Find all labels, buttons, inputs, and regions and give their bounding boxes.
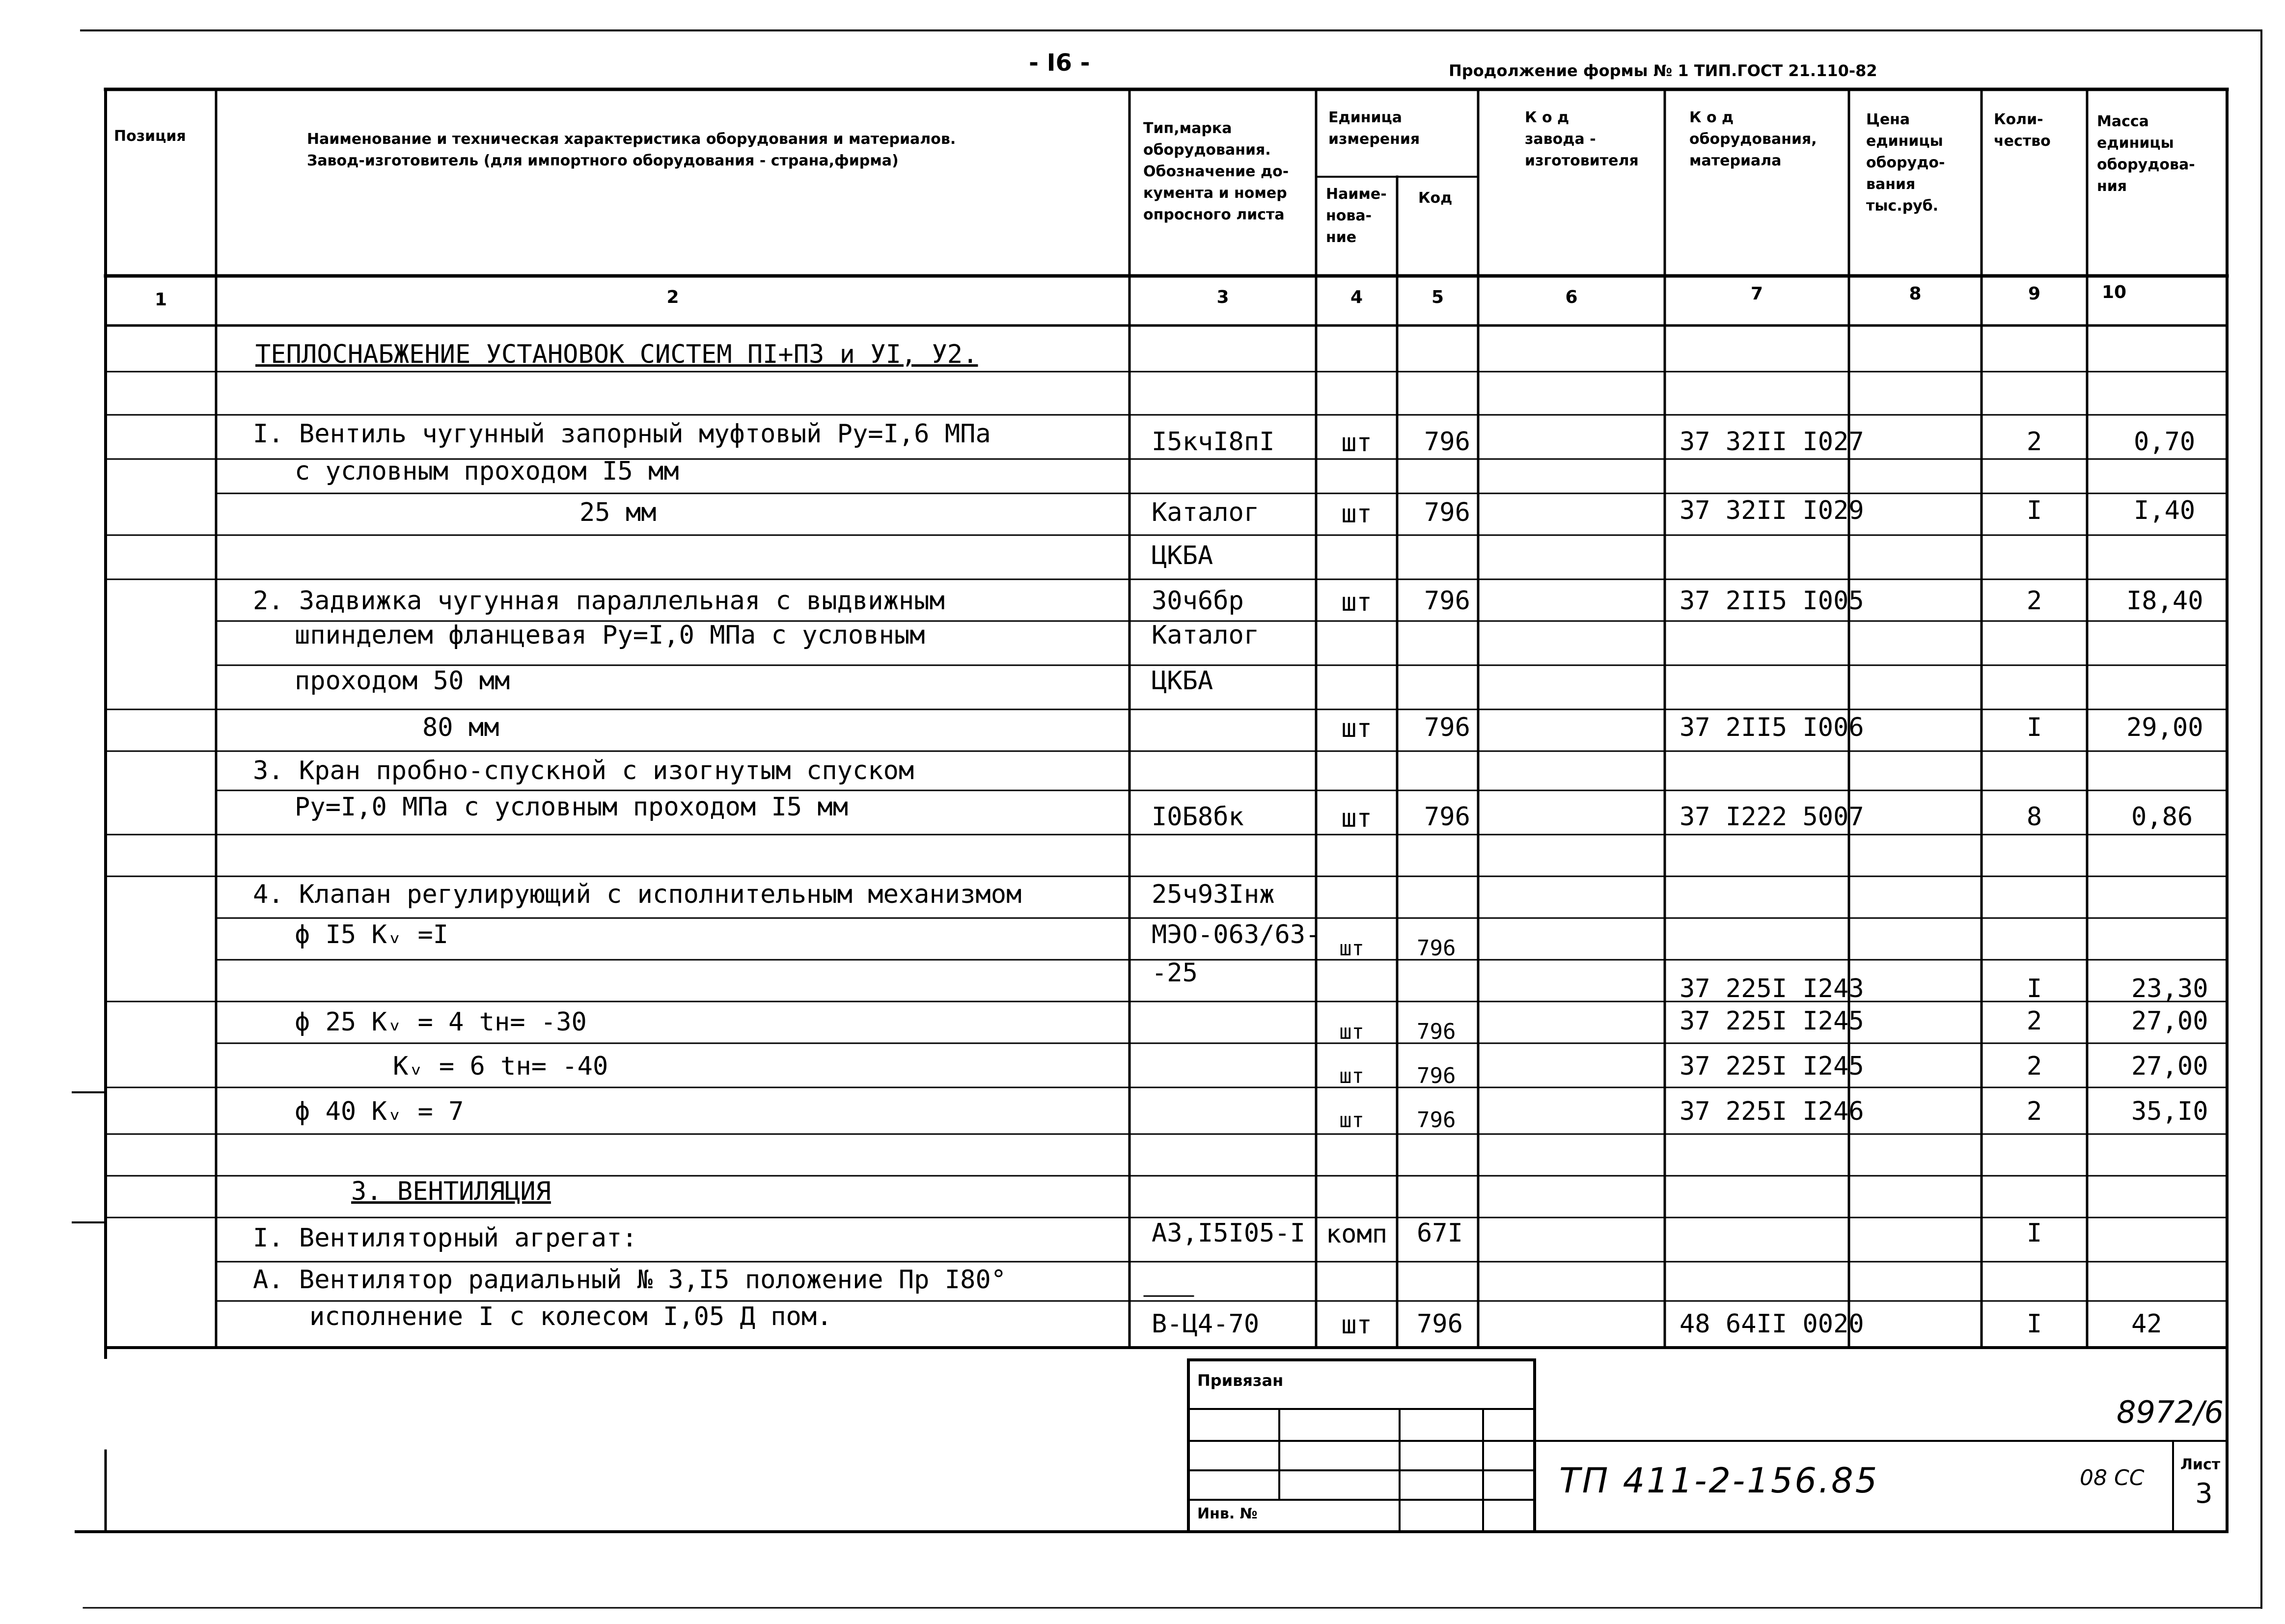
item-type: I5кчI8пI (1152, 427, 1275, 457)
item-unit: шт (1339, 1064, 1364, 1088)
column-number: 8 (1909, 284, 1922, 304)
header-name-line1: Наименование и техническая характеристика оборудования и материалов. (307, 131, 956, 148)
item-unit-code: 796 (1424, 427, 1470, 457)
item-type: Каталог (1152, 498, 1260, 527)
item-quantity: I (2026, 1218, 2042, 1248)
item-unit: шт (1341, 1310, 1372, 1340)
item-equipment-code: 48 64II 0020 (1679, 1309, 1864, 1339)
item-equipment-code: 37 225I I245 (1679, 1052, 1864, 1081)
item-quantity: 2 (2026, 427, 2042, 457)
item-unit: шт (1339, 1108, 1364, 1132)
item-name-continued: Ру=I,0 МПа с условным проходом I5 мм (295, 792, 849, 822)
item-mass: 29,00 (2126, 713, 2203, 742)
item-mass: 0,86 (2131, 802, 2193, 832)
item-equipment-code: 37 225I I243 (1679, 974, 1864, 1003)
item-equipment-code: 37 225I I246 (1679, 1097, 1864, 1126)
stamp-inv-label: Инв. № (1197, 1505, 1258, 1522)
item-mass: 27,00 (2131, 1052, 2208, 1081)
item-name-variant: ϕ 40 Kᵥ = 7 (295, 1097, 464, 1126)
item-unit: шт (1339, 936, 1364, 960)
item-type: ЦКБА (1152, 666, 1213, 696)
item-mass: I8,40 (2126, 586, 2203, 616)
item-type: Каталог (1152, 621, 1260, 650)
item-unit-code: 796 (1417, 1019, 1456, 1044)
item-name-continued: исполнение I с колесом I,05 Д пом. (309, 1302, 832, 1331)
item-type: I0Б8бк (1152, 802, 1244, 832)
header-quantity: Коли- чество (1994, 111, 2051, 150)
item-quantity: I (2026, 1309, 2042, 1339)
item-type-continued: -25 (1152, 958, 1198, 988)
column-number: 3 (1216, 287, 1229, 307)
header-unit-name: Наиме- нова- ние (1326, 186, 1387, 246)
item-name-continued: шпинделем фланцевая Ру=I,0 МПа с условным (295, 621, 925, 650)
header-equipment-code: К о д оборудования, материала (1689, 109, 1817, 169)
item-quantity: 2 (2026, 1097, 2042, 1126)
album-code: 08 СС (2080, 1465, 2145, 1490)
item-mass: I,40 (2134, 496, 2196, 525)
header-name-line2: Завод-изготовитель (для импортного оборудования - страна,фирма) (307, 152, 899, 169)
item-quantity: 8 (2026, 802, 2042, 832)
item-equipment-code: 37 2II5 I006 (1679, 713, 1864, 742)
item-name: I. Вентиляторный агрегат: (253, 1223, 637, 1253)
item-unit: шт (1341, 714, 1372, 743)
header-position: Позиция (114, 128, 186, 145)
item-type: 30ч6бр (1152, 586, 1244, 616)
item-name-variant: ϕ I5 Kᵥ =I (295, 920, 449, 949)
stamp-bound-label: Привязан (1197, 1371, 1284, 1390)
item-unit: шт (1341, 804, 1372, 833)
header-price: Цена единицы оборудо- вания тыс.руб. (1866, 111, 1945, 215)
header-type: Тип,марка оборудования. Обозначение до- кумента и номер опросного листа (1143, 120, 1289, 223)
item-equipment-code: 37 32II I029 (1679, 496, 1864, 525)
item-type: В-Ц4-70 (1152, 1309, 1260, 1339)
page-number: - I6 - (1029, 49, 1090, 77)
item-name: 3. Кран пробно-спускной с изогнутым спуском (253, 756, 914, 785)
column-number: 7 (1750, 284, 1763, 304)
item-name-variant: 80 мм (422, 713, 499, 742)
item-unit-code: 796 (1417, 1063, 1456, 1088)
column-number: 10 (2101, 282, 2127, 302)
item-mass: 35,I0 (2131, 1097, 2208, 1126)
header-factory-code: К о д завода - изготовителя (1525, 109, 1639, 169)
item-name-variant: ϕ 25 Kᵥ = 4 tн= -30 (295, 1007, 587, 1037)
header-unit: Единица измерения (1328, 109, 1420, 148)
item-name: 4. Клапан регулирующий с исполнительным механизмом (253, 880, 1022, 909)
item-quantity: I (2026, 974, 2042, 1003)
item-type: ЦКБА (1152, 541, 1213, 570)
item-name: I. Вентиль чугунный запорный муфтовый Ру=I,6 МПа (253, 419, 991, 449)
sheet-label: Лист (2180, 1456, 2221, 1473)
item-name-continued: с условным проходом I5 мм (295, 457, 679, 486)
archive-number: 8972/6 (2117, 1394, 2224, 1430)
item-quantity: I (2026, 713, 2042, 742)
item-name: А. Вентилятор радиальный № 3,I5 положение Пр I80° (253, 1265, 1007, 1295)
item-equipment-code: 37 I222 5007 (1679, 802, 1864, 832)
item-name: 2. Задвижка чугунная параллельная с выдвижным (253, 586, 945, 616)
item-quantity: 2 (2026, 1052, 2042, 1081)
column-number: 5 (1431, 287, 1444, 307)
item-unit-code: 67I (1417, 1218, 1463, 1248)
item-unit-code: 796 (1424, 498, 1470, 527)
item-unit-code: 796 (1417, 936, 1456, 961)
item-unit-code: 796 (1424, 586, 1470, 616)
project-code: ТП 411-2-156.85 (1559, 1461, 1879, 1501)
item-unit: шт (1341, 428, 1372, 458)
header-unit-code: Код (1418, 189, 1453, 207)
item-name-variant: Kᵥ = 6 tн= -40 (393, 1052, 608, 1081)
item-type: МЭО-063/63- (1152, 920, 1321, 949)
item-equipment-code: 37 32II I027 (1679, 427, 1864, 457)
item-type: 25ч93Iнж (1152, 880, 1275, 909)
section-heading-ventilation: 3. ВЕНТИЛЯЦИЯ (351, 1177, 551, 1206)
form-caption: Продолжение формы № 1 ТИП.ГОСТ 21.110-82 (1449, 61, 1877, 80)
column-number: 2 (666, 287, 679, 307)
item-unit-code: 796 (1424, 802, 1470, 832)
item-quantity: 2 (2026, 586, 2042, 616)
item-name-variant: 25 мм (579, 498, 657, 527)
item-type: А3,I5I05-I (1152, 1218, 1306, 1248)
column-number: 6 (1565, 287, 1578, 307)
item-unit: комп (1325, 1219, 1388, 1249)
item-unit-code: 796 (1424, 713, 1470, 742)
item-name-continued: проходом 50 мм (295, 666, 510, 696)
item-quantity: I (2026, 496, 2042, 525)
item-unit: шт (1339, 1020, 1364, 1044)
item-quantity: 2 (2026, 1006, 2042, 1036)
header-mass: Масса единицы оборудова- ния (2097, 113, 2195, 195)
item-mass: 27,00 (2131, 1006, 2208, 1036)
column-number: 4 (1350, 287, 1363, 307)
column-number: 1 (154, 290, 167, 310)
item-unit: шт (1341, 588, 1372, 617)
item-equipment-code: 37 225I I245 (1679, 1006, 1864, 1036)
item-unit-code: 796 (1417, 1309, 1463, 1339)
item-unit: шт (1341, 499, 1372, 529)
item-mass: 42 (2131, 1309, 2162, 1339)
column-number: 9 (2028, 284, 2041, 304)
item-unit-code: 796 (1417, 1108, 1456, 1133)
sheet-number: 3 (2195, 1478, 2213, 1510)
item-mass: 0,70 (2134, 427, 2196, 457)
item-mass: 23,30 (2131, 974, 2208, 1003)
item-equipment-code: 37 2II5 I005 (1679, 586, 1864, 616)
section-heading-heat-supply: ТЕПЛОСНАБЖЕНИЕ УСТАНОВОК СИСТЕМ ПI+П3 и УI, У2. (255, 340, 978, 369)
